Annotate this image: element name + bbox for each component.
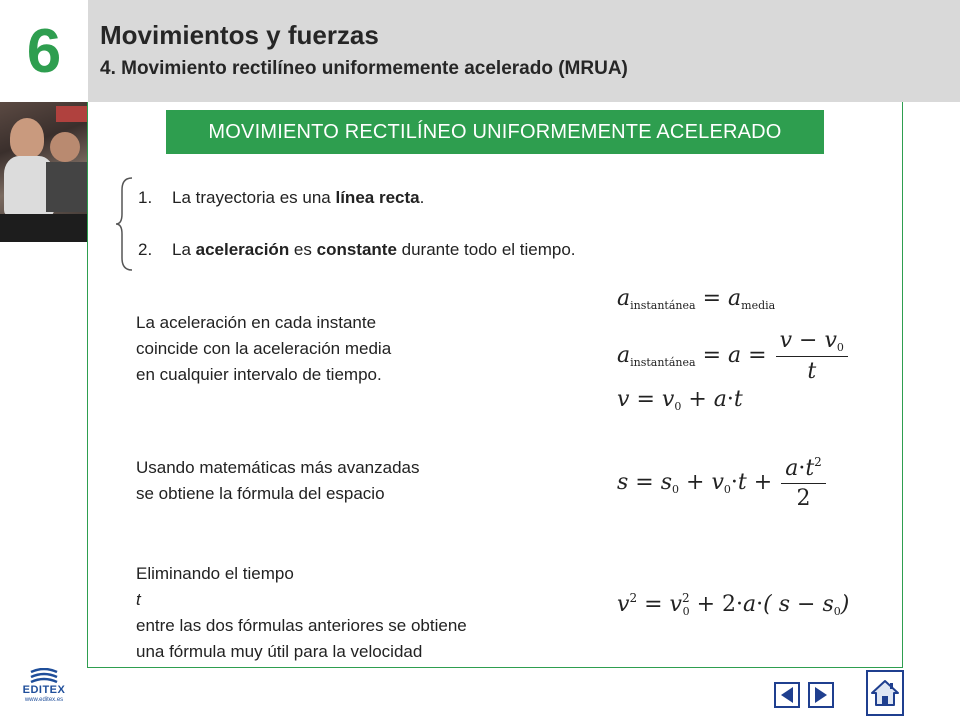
chapter-number: 6 xyxy=(26,16,62,86)
triangle-right-icon xyxy=(813,686,829,704)
logo-url: www.editex.es xyxy=(24,697,64,703)
next-slide-button[interactable] xyxy=(808,682,834,708)
page-subtitle: 4. Movimiento rectilíneo uniformemente acelerado (MRUA) xyxy=(100,58,628,79)
header-photo xyxy=(0,102,88,242)
formula-position: $s = s_0 + v_0\cdot t$ + $\frac{a\cdot t^2}{2}$ xyxy=(617,455,828,511)
list-item-1: 1. La trayectoria es una línea recta. xyxy=(138,188,425,207)
formula-instant-equals-mean: $a_{instantánea} = a_{media}$ xyxy=(617,286,776,312)
header-bar xyxy=(88,0,960,102)
page-title: Movimientos y fuerzas xyxy=(100,20,379,50)
previous-slide-button[interactable] xyxy=(774,682,800,708)
list-item-2: 2. La aceleración es constante durante todo el tiempo. xyxy=(138,240,576,259)
home-icon xyxy=(870,678,900,708)
formula-velocity-squared: $v^2 = v^2_0 + 2\cdot a\cdot$( $s - s_0$) xyxy=(617,591,850,618)
formula-velocity: $v = v_0 + a\cdot t$ xyxy=(617,387,743,413)
formula-acceleration-definition: $a_{instantánea} = a$ = $\frac{v - v_0}{t}$ xyxy=(617,328,850,384)
paragraph-velocity-formula: Eliminando el tiempo t entre las dos fórmulas anteriores se obtiene una fórmula muy útil para la velocidad xyxy=(136,564,467,661)
triangle-left-icon xyxy=(779,686,795,704)
brace-icon xyxy=(116,176,134,272)
editex-logo xyxy=(16,668,72,712)
paragraph-acceleration: La aceleración en cada instante coincide con la aceleración media en cualquier intervalo de tiempo. xyxy=(136,313,392,384)
paragraph-space-formula: Usando matemáticas más avanzadas se obtiene la fórmula del espacio xyxy=(136,458,420,503)
logo-name: EDITEX xyxy=(22,684,66,696)
home-button[interactable] xyxy=(866,670,904,716)
editex-logo-mark-icon xyxy=(29,668,59,684)
section-banner: MOVIMIENTO RECTILÍNEO UNIFORMEMENTE ACELERADO xyxy=(166,110,824,154)
